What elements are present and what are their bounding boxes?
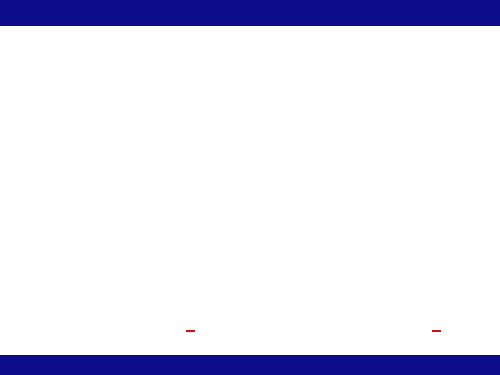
footer-bar	[0, 355, 500, 375]
slide-title	[0, 0, 500, 26]
left-event-svg	[0, 85, 250, 353]
left-antiquark-bar	[186, 330, 195, 332]
right-event-svg	[250, 85, 500, 353]
left-event-display	[0, 85, 250, 353]
right-event-display	[250, 85, 500, 353]
right-antiquark-bar	[432, 330, 441, 332]
